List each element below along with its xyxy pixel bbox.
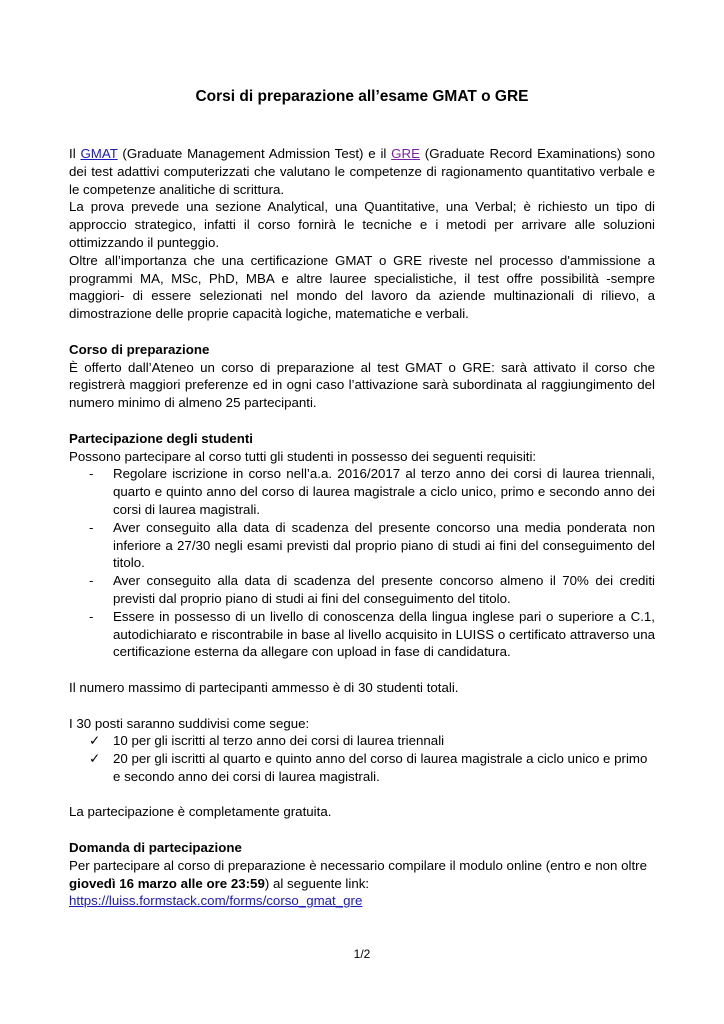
intro-text: (Graduate Management Admission Test) e il xyxy=(117,146,392,161)
spacer xyxy=(69,412,655,430)
domanda-text: Per partecipare al corso di preparazione è necessario compilare il modulo online (entro e non oltre xyxy=(69,857,647,873)
dash-bullet: - xyxy=(89,466,94,482)
requirement-text: Aver conseguito alla data di scadenza del presente concorso una media ponderata non inferiore a 27/30 negli esami previsti dal proprio piano di studi ai fini del conseguimento del titolo. xyxy=(113,519,655,571)
spacer xyxy=(69,323,655,341)
domanda-paragraph xyxy=(69,857,655,910)
dash-bullet: - xyxy=(89,519,94,535)
dash-bullet: - xyxy=(89,573,94,589)
gmat-link[interactable]: GMAT xyxy=(80,146,118,161)
list-item xyxy=(69,465,655,518)
intro-paragraph-2: La prova prevede una sezione Analytical, una Quantitative, una Verbal; è richiesto un tipo di approccio strategico, infatti il corso fornirà le tecniche e i metodi per arrivare alle soluzioni ottimizzando il punteggio. xyxy=(69,199,655,250)
checkmark-icon: ✓ xyxy=(89,751,101,767)
spacer xyxy=(69,661,655,679)
corso-paragraph: È offerto dall’Ateneo un corso di preparazione al test GMAT o GRE: sarà attivato il corso che registrerà maggiori preferenze ed in ogni caso l’attivazione sarà subordinata al raggiungimento del numero minimo di almeno 25 partecipanti. xyxy=(69,359,655,411)
requirement-text: Regolare iscrizione in corso nell’a.a. 2016/2017 al terzo anno dei corsi di laurea triennali, quarto e quinto anno del corso di laurea magistrale a ciclo unico, primo e secondo anno dei corsi di laurea magistrali. xyxy=(113,466,655,517)
document-body xyxy=(69,145,655,910)
intro-paragraph-1 xyxy=(69,145,655,198)
page-number: 1/2 xyxy=(353,947,371,961)
posti-paragraph: I 30 posti saranno suddivisi come segue: xyxy=(69,715,310,731)
list-item xyxy=(69,750,655,786)
spacer xyxy=(69,697,655,715)
gratuita-paragraph: La partecipazione è completamente gratuita. xyxy=(69,804,332,820)
domanda-text: ) al seguente link: xyxy=(264,875,370,891)
posti-item-text: 20 per gli iscritti al quarto e quinto anno del corso di laurea magistrale a ciclo unico e primo e secondo anno dei corsi di laurea magistrali. xyxy=(113,751,648,784)
list-item xyxy=(69,519,655,572)
gre-link[interactable]: GRE xyxy=(391,146,420,161)
page-title: Corsi di preparazione all’esame GMAT o GRE xyxy=(195,88,529,105)
section-heading-partecipazione: Partecipazione degli studenti xyxy=(69,430,253,446)
requirements-list xyxy=(69,465,655,661)
deadline-text: giovedì 16 marzo alle ore 23:59 xyxy=(69,875,265,891)
spacer xyxy=(69,786,655,804)
posti-item-text: 10 per gli iscritti al terzo anno dei corsi di laurea triennali xyxy=(113,733,445,749)
list-item xyxy=(69,572,655,608)
max-participants-paragraph: Il numero massimo di partecipanti ammesso è di 30 studenti totali. xyxy=(69,679,459,695)
intro-text: (Graduate Record Examinations) sono dei test adattivi computerizzati che valutano le competenze di ragionamento quantitativo verbale e le competenze analitiche di scrittura. xyxy=(69,146,655,197)
spacer xyxy=(69,821,655,839)
form-link[interactable]: https://luiss.formstack.com/forms/corso_gmat_gre xyxy=(69,893,363,909)
checkmark-icon: ✓ xyxy=(89,733,101,749)
requirement-text: Essere in possesso di un livello di conoscenza della lingua inglese pari o superiore a C.1, autodichiarato e riscontrabile in base al livello acquisito in LUISS o certificato attraverso una certificazione esterna da allegare con upload in fase di candidatura. xyxy=(113,608,655,660)
requirement-text: Aver conseguito alla data di scadenza del presente concorso almeno il 70% dei crediti previsti dal proprio piano di studi ai fini del conseguimento del titolo. xyxy=(113,573,655,606)
section-heading-domanda: Domanda di partecipazione xyxy=(69,840,242,856)
posti-list xyxy=(69,732,655,785)
intro-paragraph-3: Oltre all’importanza che una certificazione GMAT o GRE riveste nel processo d'ammissione a programmi MA, MSc, PhD, MBA e altre lauree specialistiche, il test offre possibilità -sempre maggiori- di essere selezionati nel mondo del lavoro da aziende multinazionali di rilievo, a dimostrazione delle proprie capacità logiche, matematiche e verbali. xyxy=(69,252,655,322)
dash-bullet: - xyxy=(89,608,94,624)
section-heading-corso: Corso di preparazione xyxy=(69,341,210,357)
intro-text: Il xyxy=(69,146,81,161)
partecipazione-paragraph: Possono partecipare al corso tutti gli studenti in possesso dei seguenti requisiti: xyxy=(69,448,537,464)
list-item xyxy=(69,732,655,750)
list-item xyxy=(69,608,655,661)
